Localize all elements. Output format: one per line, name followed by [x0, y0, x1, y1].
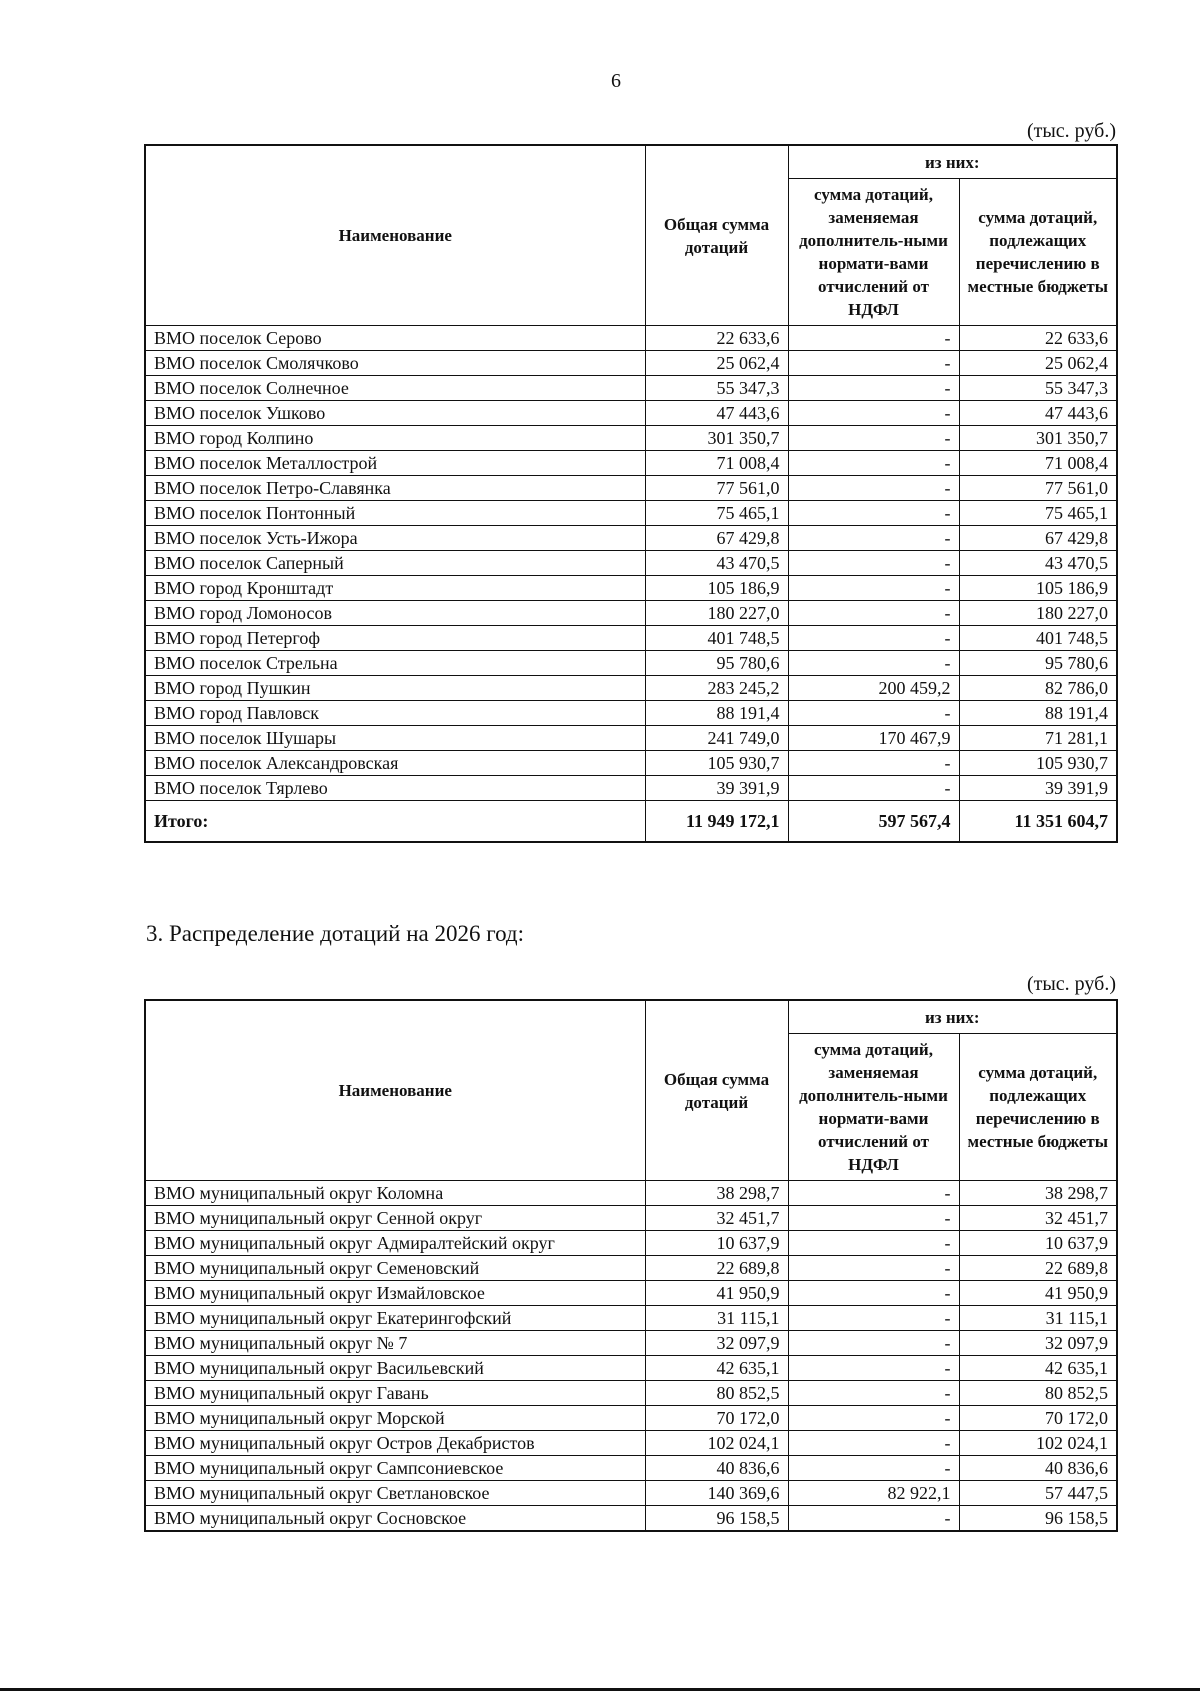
- table-row: [145, 1331, 1117, 1356]
- total-cell: 95 780,6: [645, 651, 788, 676]
- table-row: [145, 1406, 1117, 1431]
- ndfl-cell: -: [788, 501, 959, 526]
- total-cell: 401 748,5: [645, 626, 788, 651]
- unit-label: (тыс. руб.): [1026, 973, 1116, 995]
- name-cell: ВМО поселок Усть-Ижора: [145, 526, 645, 551]
- name-cell: ВМО муниципальный округ Васильевский: [145, 1356, 645, 1381]
- total-cell: 38 298,7: [645, 1181, 788, 1206]
- total-row: [145, 801, 1117, 843]
- name-cell: ВМО поселок Александровская: [145, 751, 645, 776]
- name-cell: ВМО муниципальный округ Светлановское: [145, 1481, 645, 1506]
- name-cell: ВМО муниципальный округ Измайловское: [145, 1281, 645, 1306]
- name-cell: ВМО город Ломоносов: [145, 601, 645, 626]
- name-cell: ВМО поселок Ушково: [145, 401, 645, 426]
- ndfl-cell: -: [788, 1306, 959, 1331]
- name-cell: ВМО муниципальный округ Сосновское: [145, 1506, 645, 1532]
- name-cell: ВМО поселок Шушары: [145, 726, 645, 751]
- page-bottom-rule: [0, 1688, 1200, 1691]
- ndfl-cell: -: [788, 576, 959, 601]
- local-cell: 32 097,9: [959, 1331, 1117, 1356]
- local-cell: 57 447,5: [959, 1481, 1117, 1506]
- ndfl-cell: -: [788, 526, 959, 551]
- local-cell: 40 836,6: [959, 1456, 1117, 1481]
- ndfl-cell: -: [788, 551, 959, 576]
- table-row: [145, 476, 1117, 501]
- dotations-table-2026: [144, 999, 1118, 1532]
- table-row: [145, 576, 1117, 601]
- ndfl-cell: -: [788, 751, 959, 776]
- name-cell: ВМО муниципальный округ Семеновский: [145, 1256, 645, 1281]
- header-ndfl: сумма дотаций, заменяемая дополнитель-ными нормати-вами отчислений от НДФЛ: [788, 1034, 959, 1181]
- total-cell: 140 369,6: [645, 1481, 788, 1506]
- table-row: [145, 776, 1117, 801]
- header-total: Общая сумма дотаций: [645, 145, 788, 326]
- total-cell: 25 062,4: [645, 351, 788, 376]
- total-cell: 241 749,0: [645, 726, 788, 751]
- header-ndfl: сумма дотаций, заменяемая дополнитель-ными нормати-вами отчислений от НДФЛ: [788, 179, 959, 326]
- local-cell: 42 635,1: [959, 1356, 1117, 1381]
- header-of-which: из них:: [788, 145, 1117, 179]
- total-cell: 180 227,0: [645, 601, 788, 626]
- total-cell: 22 633,6: [645, 326, 788, 351]
- ndfl-cell: -: [788, 1506, 959, 1532]
- table-row: [145, 1456, 1117, 1481]
- ndfl-cell: -: [788, 1206, 959, 1231]
- total-cell: 43 470,5: [645, 551, 788, 576]
- local-cell: 95 780,6: [959, 651, 1117, 676]
- local-cell: 38 298,7: [959, 1181, 1117, 1206]
- local-cell: 82 786,0: [959, 676, 1117, 701]
- local-cell: 102 024,1: [959, 1431, 1117, 1456]
- name-cell: ВМО муниципальный округ № 7: [145, 1331, 645, 1356]
- table-row: [145, 701, 1117, 726]
- total-cell: 55 347,3: [645, 376, 788, 401]
- total-cell: 283 245,2: [645, 676, 788, 701]
- local-cell: 31 115,1: [959, 1306, 1117, 1331]
- local-cell: 88 191,4: [959, 701, 1117, 726]
- ndfl-cell: 200 459,2: [788, 676, 959, 701]
- local-cell: 43 470,5: [959, 551, 1117, 576]
- local-cell: 25 062,4: [959, 351, 1117, 376]
- table-row: [145, 626, 1117, 651]
- name-cell: ВМО поселок Саперный: [145, 551, 645, 576]
- ndfl-cell: -: [788, 351, 959, 376]
- name-cell: ВМО поселок Понтонный: [145, 501, 645, 526]
- table-row: [145, 451, 1117, 476]
- name-cell: ВМО муниципальный округ Гавань: [145, 1381, 645, 1406]
- ndfl-cell: -: [788, 1256, 959, 1281]
- name-cell: ВМО поселок Металлострой: [145, 451, 645, 476]
- total-cell: 88 191,4: [645, 701, 788, 726]
- local-cell: 71 008,4: [959, 451, 1117, 476]
- local-cell: 10 637,9: [959, 1231, 1117, 1256]
- table-row: [145, 401, 1117, 426]
- local-cell: 77 561,0: [959, 476, 1117, 501]
- table-row: [145, 1481, 1117, 1506]
- name-cell: ВМО поселок Смолячково: [145, 351, 645, 376]
- ndfl-cell: 82 922,1: [788, 1481, 959, 1506]
- table-row: [145, 1356, 1117, 1381]
- total-cell: 39 391,9: [645, 776, 788, 801]
- total-cell: 32 451,7: [645, 1206, 788, 1231]
- ndfl-cell: 170 467,9: [788, 726, 959, 751]
- table-row: [145, 1206, 1117, 1231]
- local-cell: 401 748,5: [959, 626, 1117, 651]
- ndfl-cell: -: [788, 1456, 959, 1481]
- local-cell: 22 689,8: [959, 1256, 1117, 1281]
- local-cell: 55 347,3: [959, 376, 1117, 401]
- table-body: [145, 1181, 1117, 1532]
- table-row: [145, 1306, 1117, 1331]
- total-sum: 11 949 172,1: [645, 801, 788, 843]
- table-row: [145, 551, 1117, 576]
- header-local: сумма дотаций, подлежащих перечислению в местные бюджеты: [959, 1034, 1117, 1181]
- table-row: [145, 501, 1117, 526]
- local-cell: 47 443,6: [959, 401, 1117, 426]
- total-cell: 80 852,5: [645, 1381, 788, 1406]
- local-cell: 105 930,7: [959, 751, 1117, 776]
- ndfl-cell: -: [788, 451, 959, 476]
- ndfl-cell: -: [788, 1406, 959, 1431]
- table-row: [145, 726, 1117, 751]
- local-cell: 71 281,1: [959, 726, 1117, 751]
- table-row: [145, 751, 1117, 776]
- table-row: [145, 1256, 1117, 1281]
- local-cell: 39 391,9: [959, 776, 1117, 801]
- table-row: [145, 1181, 1117, 1206]
- ndfl-cell: -: [788, 776, 959, 801]
- name-cell: ВМО город Колпино: [145, 426, 645, 451]
- total-cell: 105 186,9: [645, 576, 788, 601]
- total-local: 11 351 604,7: [959, 801, 1117, 843]
- name-cell: ВМО поселок Тярлево: [145, 776, 645, 801]
- ndfl-cell: -: [788, 376, 959, 401]
- dotations-table-2025: [144, 144, 1118, 843]
- local-cell: 41 950,9: [959, 1281, 1117, 1306]
- section-heading: 3. Распределение дотаций на 2026 год:: [146, 921, 525, 946]
- header-name: Наименование: [145, 145, 645, 326]
- ndfl-cell: -: [788, 701, 959, 726]
- total-cell: 22 689,8: [645, 1256, 788, 1281]
- total-cell: 301 350,7: [645, 426, 788, 451]
- table-body: [145, 326, 1117, 801]
- table-row: [145, 326, 1117, 351]
- total-cell: 70 172,0: [645, 1406, 788, 1431]
- table-row: [145, 601, 1117, 626]
- local-cell: 180 227,0: [959, 601, 1117, 626]
- total-cell: 10 637,9: [645, 1231, 788, 1256]
- local-cell: 22 633,6: [959, 326, 1117, 351]
- name-cell: ВМО муниципальный округ Екатерингофский: [145, 1306, 645, 1331]
- table-row: [145, 1281, 1117, 1306]
- ndfl-cell: -: [788, 401, 959, 426]
- table-row: [145, 376, 1117, 401]
- name-cell: ВМО поселок Петро-Славянка: [145, 476, 645, 501]
- name-cell: ВМО муниципальный округ Остров Декабристов: [145, 1431, 645, 1456]
- local-cell: 80 852,5: [959, 1381, 1117, 1406]
- total-cell: 67 429,8: [645, 526, 788, 551]
- table-row: [145, 1431, 1117, 1456]
- table-row: [145, 1381, 1117, 1406]
- name-cell: ВМО муниципальный округ Сенной округ: [145, 1206, 645, 1231]
- local-cell: 32 451,7: [959, 1206, 1117, 1231]
- ndfl-cell: -: [788, 326, 959, 351]
- total-cell: 32 097,9: [645, 1331, 788, 1356]
- table-row: [145, 1506, 1117, 1532]
- total-cell: 41 950,9: [645, 1281, 788, 1306]
- local-cell: 70 172,0: [959, 1406, 1117, 1431]
- total-cell: 96 158,5: [645, 1506, 788, 1532]
- table-row: [145, 651, 1117, 676]
- local-cell: 301 350,7: [959, 426, 1117, 451]
- name-cell: ВМО муниципальный округ Сампсониевское: [145, 1456, 645, 1481]
- table-row: [145, 526, 1117, 551]
- total-cell: 31 115,1: [645, 1306, 788, 1331]
- name-cell: ВМО поселок Стрельна: [145, 651, 645, 676]
- name-cell: ВМО город Павловск: [145, 701, 645, 726]
- local-cell: 67 429,8: [959, 526, 1117, 551]
- total-label: Итого:: [145, 801, 645, 843]
- ndfl-cell: -: [788, 651, 959, 676]
- total-cell: 75 465,1: [645, 501, 788, 526]
- total-cell: 71 008,4: [645, 451, 788, 476]
- total-cell: 40 836,6: [645, 1456, 788, 1481]
- total-ndfl: 597 567,4: [788, 801, 959, 843]
- name-cell: ВМО город Петергоф: [145, 626, 645, 651]
- local-cell: 96 158,5: [959, 1506, 1117, 1532]
- name-cell: ВМО город Пушкин: [145, 676, 645, 701]
- ndfl-cell: -: [788, 476, 959, 501]
- table-row: [145, 676, 1117, 701]
- unit-label: (тыс. руб.): [1026, 120, 1116, 142]
- page-number: 6: [611, 70, 621, 92]
- header-local: сумма дотаций, подлежащих перечислению в местные бюджеты: [959, 179, 1117, 326]
- ndfl-cell: -: [788, 1356, 959, 1381]
- name-cell: ВМО поселок Серово: [145, 326, 645, 351]
- ndfl-cell: -: [788, 601, 959, 626]
- local-cell: 75 465,1: [959, 501, 1117, 526]
- total-cell: 77 561,0: [645, 476, 788, 501]
- ndfl-cell: -: [788, 626, 959, 651]
- ndfl-cell: -: [788, 1231, 959, 1256]
- name-cell: ВМО поселок Солнечное: [145, 376, 645, 401]
- ndfl-cell: -: [788, 1281, 959, 1306]
- name-cell: ВМО муниципальный округ Коломна: [145, 1181, 645, 1206]
- header-total: Общая сумма дотаций: [645, 1000, 788, 1181]
- ndfl-cell: -: [788, 1181, 959, 1206]
- ndfl-cell: -: [788, 1381, 959, 1406]
- ndfl-cell: -: [788, 426, 959, 451]
- local-cell: 105 186,9: [959, 576, 1117, 601]
- table-row: [145, 1231, 1117, 1256]
- total-cell: 42 635,1: [645, 1356, 788, 1381]
- name-cell: ВМО муниципальный округ Адмиралтейский округ: [145, 1231, 645, 1256]
- ndfl-cell: -: [788, 1331, 959, 1356]
- header-name: Наименование: [145, 1000, 645, 1181]
- total-cell: 47 443,6: [645, 401, 788, 426]
- table-row: [145, 351, 1117, 376]
- total-cell: 102 024,1: [645, 1431, 788, 1456]
- name-cell: ВМО муниципальный округ Морской: [145, 1406, 645, 1431]
- total-cell: 105 930,7: [645, 751, 788, 776]
- name-cell: ВМО город Кронштадт: [145, 576, 645, 601]
- ndfl-cell: -: [788, 1431, 959, 1456]
- table-row: [145, 426, 1117, 451]
- header-of-which: из них:: [788, 1000, 1117, 1034]
